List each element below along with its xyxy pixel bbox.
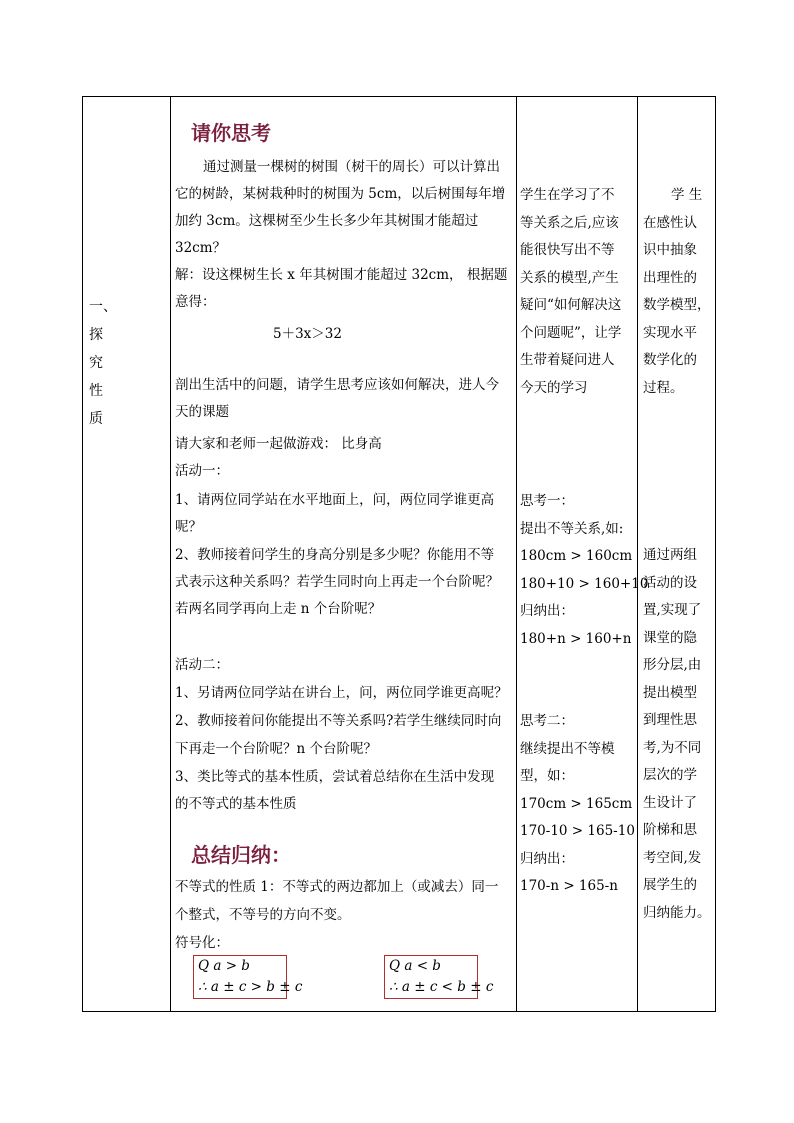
symbolize-label: 符号化： [175,935,229,951]
intent-text: 考空间,发 [643,849,702,866]
section-char: 探 [89,327,103,343]
intent-text: 生设计了 [643,794,697,811]
formula-line: Q a < b [389,958,441,974]
column-divider [170,97,171,1011]
formula-line: ∴ a ± c < b ± c [389,979,494,995]
student-activity-top [520,182,638,402]
activity1-text: 2、教师接着问学生的身高分别是多少呢？你能用不等 [175,547,495,563]
think-two [520,708,638,901]
formula-line: ∴ a ± c > b ± c [198,979,303,995]
design-intent-bottom [643,542,713,927]
heading-summary: 总结归纳： [191,843,291,867]
activity1-text: 呢？ [175,519,202,535]
problem-text: 它的树龄，某树栽种时的树围为 5cm，以后树围每年增 [175,186,506,202]
intent-text: 出理性的 [643,269,697,286]
intent-text: 数学模型， [643,297,711,313]
intent-text: 课堂的隐 [643,629,697,646]
activity1-text: 若两名同学再向上走 n 个台阶呢？ [175,601,382,617]
activity2-text: 2、教师接着问你能提出不等关系吗?若学生继续同时向 [175,713,502,729]
intent-text: 提出模型 [643,684,697,701]
formula-line: Q a > b [198,958,250,974]
intent-text: 识中抽象 [643,242,697,258]
student-text: 继续提出不等模 [520,740,615,757]
solution-text: 解：设这棵树生长 x 年其树围才能超过 32cm， 根据题 [175,267,508,283]
formula-box-greater [193,955,303,999]
student-text: 疑问“如何解决这 [520,297,622,313]
intent-text: 置,实现了 [643,602,702,618]
section-char: 性 [89,383,103,399]
student-text: 180+n > 160+n [520,630,632,647]
intro-text: 天的课题 [175,404,229,420]
intent-text: 考,为不同 [643,739,702,756]
activity2-text: 的不等式的基本性质 [175,796,297,812]
activity2-title: 活动二： [175,657,229,673]
student-text: 170cm > 165cm [520,795,633,812]
intro-text: 剖出生活中的问题，请学生思考应该如何解决，进人今 [175,377,499,393]
intent-text: 数学化的 [643,352,697,368]
column-divider [516,97,517,1011]
student-text: 生带着疑问进人 [520,352,615,368]
formula-box-less [384,955,494,999]
section-char: 质 [89,411,103,427]
student-text: 思考二： [520,713,574,729]
intent-text: 学 生 [671,187,703,203]
heading-think: 请你思考 [191,121,271,145]
student-text: 型，如： [520,768,574,784]
intent-text: 阶梯和思 [643,822,697,838]
solution-text: 意得： [175,294,216,310]
property-text: 个整式，不等号的方向不变。 [175,907,351,923]
student-text: 归纳出： [520,603,574,619]
student-text: 180cm > 160cm [520,548,633,564]
intent-text: 过程。 [643,379,684,396]
problem-text: 通过测量一棵树的树围（树干的周长）可以计算出 [203,159,500,175]
activity2-text: 1、另请两位同学站在讲台上，问，两位同学谁更高呢？ [175,685,508,701]
intent-text: 在感性认 [643,214,697,231]
intent-text: 通过两组 [643,547,697,563]
student-text: 思考一： [520,493,574,509]
intent-text: 展学生的 [643,877,697,893]
design-intent-top [643,182,713,402]
student-text: 学生在学习了不 [520,187,615,203]
student-text: 170-n > 165-n [520,878,618,894]
intent-text: 活动的设 [643,574,697,591]
section-number: 一、 [89,299,117,315]
problem-text: 加约 3cm。这棵树至少生长多少年其树围才能超过 [175,213,479,229]
intent-text: 到理性思 [643,712,697,728]
student-text: 关系的模型,产生 [520,269,619,286]
intent-text: 归纳能力。 [643,904,711,921]
activity1-title: 活动一： [175,463,229,479]
student-text: 170-10 > 165-10 [520,823,635,839]
equation: 5＋3x＞32 [273,326,342,342]
section-char: 究 [89,355,103,371]
student-text: 180+10 > 160+10 [520,575,649,592]
activity2-text: 3、类比等式的基本性质，尝试着总结你在生活中发现 [175,769,495,785]
activity1-text: 式表示这种关系吗？若学生同时向上再走一个台阶呢？ [175,574,499,590]
intent-text: 形分层,由 [643,657,702,673]
activity1-text: 1、请两位同学站在水平地面上，问，两位同学谁更高 [175,492,495,508]
student-text: 个问题呢”，让学 [520,324,622,341]
student-text: 今天的学习 [520,379,588,396]
problem-text: 32cm？ [175,240,227,256]
student-text: 提出不等关系,如: [520,520,624,537]
intent-text: 实现水平 [643,324,697,341]
section-label [89,293,117,433]
property-text: 不等式的性质 1：不等式的两边都加上（或减去）同一 [175,879,499,895]
activity2-text: 下再走一个台阶呢？n 个台阶呢？ [175,741,377,757]
student-text: 归纳出： [520,850,574,867]
game-text: 请大家和老师一起做游戏： 比身高 [175,436,382,452]
student-text: 能很快写出不等 [520,242,615,258]
intent-text: 层次的学 [643,767,697,783]
think-one [520,488,649,653]
student-text: 等关系之后,应该 [520,214,619,231]
lesson-table [82,96,716,1012]
